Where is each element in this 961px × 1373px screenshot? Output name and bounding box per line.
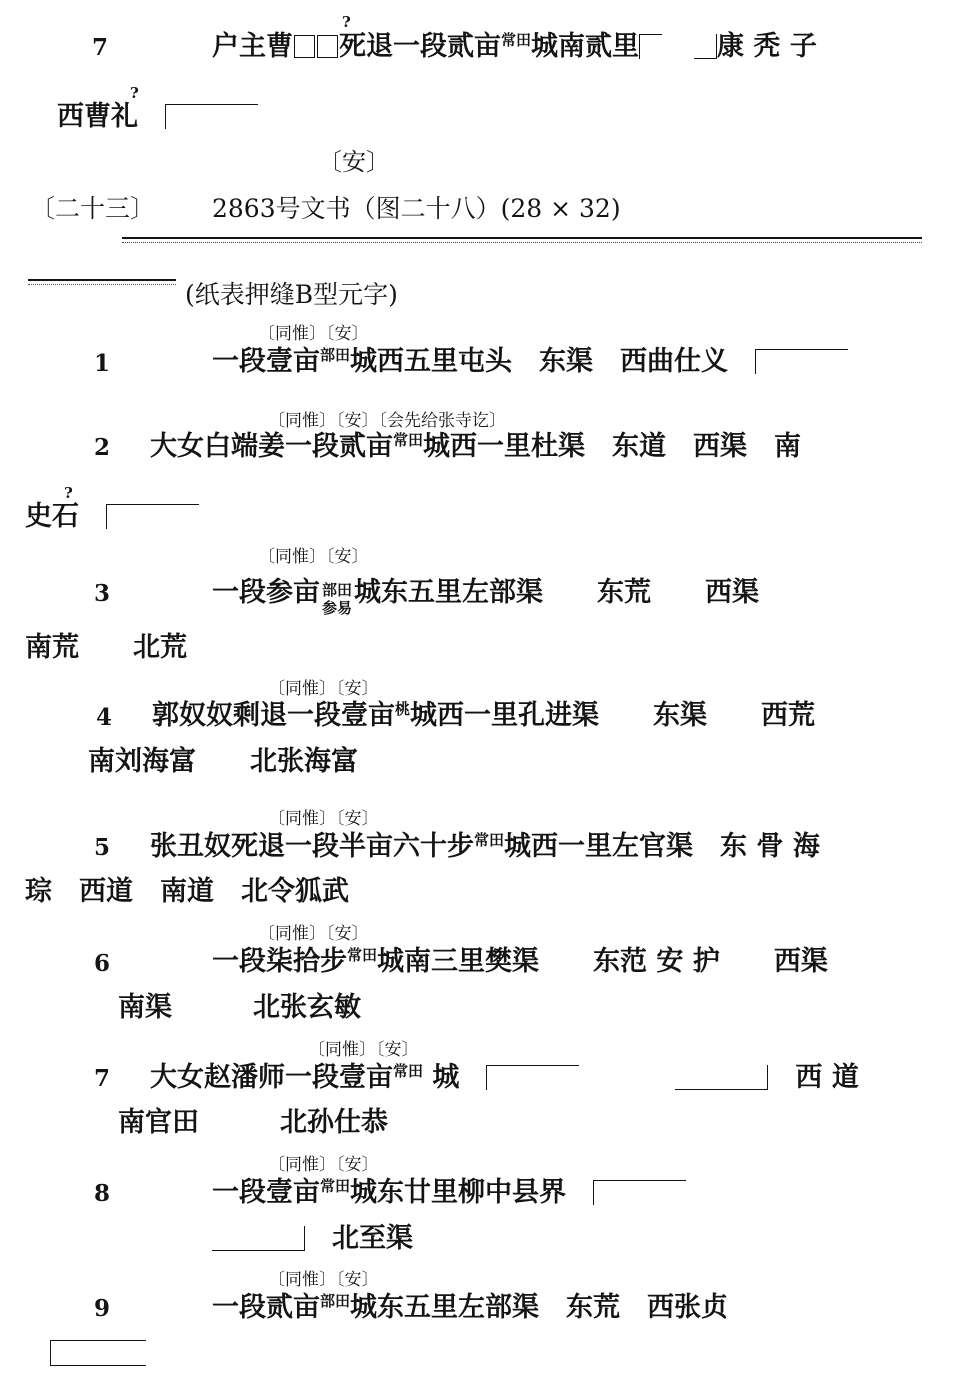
- uncertain-mark: ?: [342, 13, 351, 31]
- annotation: 〔同惟〕〔安〕: [308, 1040, 419, 1060]
- divider-dotted: [122, 242, 922, 243]
- seal-label: 〔安〕: [318, 148, 390, 176]
- seal-line-dotted: [28, 284, 176, 285]
- line-number: 5: [94, 834, 111, 861]
- line-text: 户主曹 死退一段贰亩$^{常田}$城南贰里 康 秃 子: [212, 31, 817, 62]
- lacuna-gap: [639, 34, 662, 59]
- lacuna-gap: [486, 1065, 579, 1090]
- line-text: 大女白端姜一段贰亩$^{常田}$城西一里杜渠 东道 西渠 南: [150, 431, 802, 462]
- lacuna-gap: [755, 349, 848, 374]
- seal-note: (纸表押缝B型元字): [185, 280, 398, 309]
- line-continuation: 南刘海富 北张海富: [88, 746, 358, 777]
- uncertain-mark: ?: [64, 484, 73, 502]
- lacuna-gap: [675, 1065, 768, 1090]
- line-continuation: 琮 西道 南道 北令狐武: [25, 876, 349, 907]
- line-number: 7: [94, 1065, 111, 1092]
- document-title: 2863号文书（图二十八）(28 × 32): [212, 194, 621, 223]
- line-text: 一段柒拾步$^{常田}$城南三里樊渠 东范 安 护 西渠: [212, 946, 828, 977]
- line-text: 一段参亩 部田 参易城东五里左部渠 东荒 西渠: [212, 577, 760, 617]
- annotation: 〔同惟〕〔安〕: [258, 547, 369, 567]
- line-number: 3: [94, 580, 111, 607]
- line-continuation: 南荒 北荒: [25, 632, 187, 663]
- lacuna-gap: [593, 1180, 686, 1205]
- line-text: 一段贰亩$^{部田}$城东五里左部渠 东荒 西张贞: [212, 1292, 729, 1323]
- line-text: 一段壹亩$^{部田}$城西五里屯头 东渠 西曲仕义: [212, 346, 848, 381]
- line-number: 1: [94, 350, 111, 377]
- lacuna-gap: [694, 34, 717, 59]
- line-continuation: 西曹礼: [57, 101, 258, 133]
- annotation: 〔同惟〕〔安〕〔会先给张寺讫〕: [268, 411, 506, 431]
- line-text: 大女赵潘师一段壹亩$^{常田}$ 城 西 道: [150, 1062, 859, 1093]
- line-continuation: 南渠 北张玄敏: [118, 992, 361, 1023]
- line-continuation: 北至渠: [212, 1223, 413, 1255]
- lacuna-gap: [212, 1226, 305, 1251]
- line-number: 4: [96, 704, 113, 731]
- annotation: 〔同惟〕〔安〕: [258, 924, 369, 944]
- line-number: 2: [94, 434, 111, 461]
- seal-line: [28, 279, 176, 281]
- lacuna-gap: [106, 504, 199, 529]
- line-text: 郭奴奴剩退一段壹亩$^桃$城西一里孔进渠 东渠 西荒: [152, 700, 816, 731]
- line-continuation: 史石: [25, 501, 199, 533]
- line-text: 张丑奴死退一段半亩六十步$^{常田}$城西一里左官渠 东 骨 海: [150, 831, 820, 862]
- line-continuation: [50, 1338, 146, 1370]
- line-text: 一段壹亩$^{常田}$城东廿里柳中县界: [212, 1177, 686, 1212]
- missing-char-box: [294, 35, 315, 58]
- missing-char-box: [317, 35, 338, 58]
- lacuna-gap: [50, 1340, 146, 1366]
- annotation: 〔同惟〕〔安〕: [268, 679, 379, 699]
- line-number: 9: [94, 1295, 111, 1322]
- annotation: 〔同惟〕〔安〕: [268, 1155, 379, 1175]
- lacuna-gap: [165, 104, 258, 129]
- line-continuation: 南官田 北孙仕恭: [118, 1107, 388, 1138]
- annotation: 〔同惟〕〔安〕: [258, 324, 369, 344]
- line-number: 8: [94, 1180, 111, 1207]
- divider: [122, 237, 922, 239]
- section-number: 〔二十三〕: [30, 194, 156, 223]
- line-number: 6: [94, 950, 111, 977]
- annotation: 〔同惟〕〔安〕: [268, 1270, 379, 1290]
- annotation: 〔同惟〕〔安〕: [268, 809, 379, 829]
- line-number: 7: [92, 34, 109, 61]
- uncertain-mark: ?: [130, 84, 139, 102]
